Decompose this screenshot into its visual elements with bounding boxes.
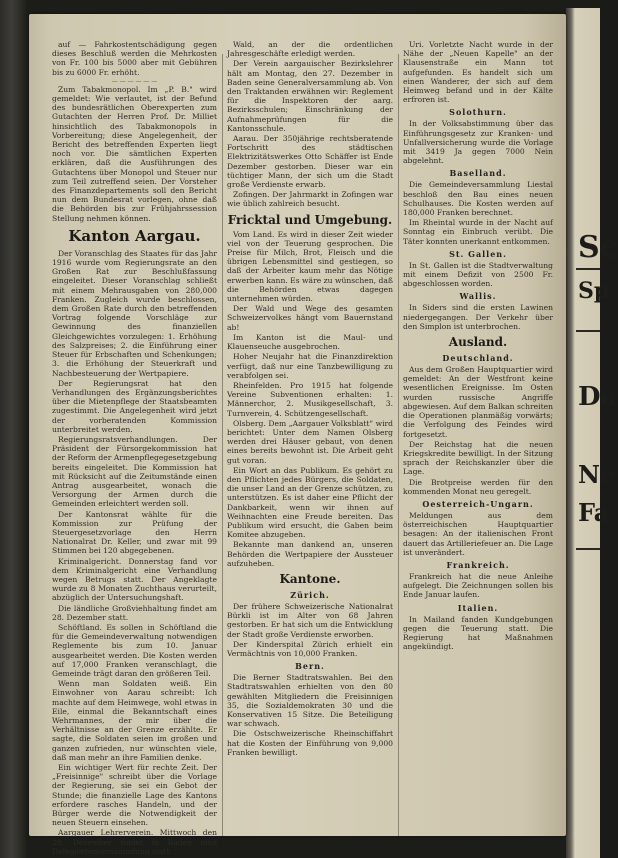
subheading-wallis: Wallis. bbox=[459, 291, 497, 302]
heading-fricktal: Fricktal und Umgebung. bbox=[227, 212, 393, 227]
article-uri: Uri. Vorletzte Nacht wurde in der Nähe der „Neuen Kapelle" an der Klausenstraße ein Mann tot aufgefunden. Es handelt sich um einen Wanderer, der sich auf dem Heimweg befand und in der Kälte erfroren ist. bbox=[403, 40, 553, 105]
subheading-deutschland: Deutschland. bbox=[442, 353, 514, 364]
next-page-edge bbox=[566, 8, 618, 858]
article-grossviehhaltung: Die ländliche Großviehhaltung findet am 28. Dezember statt. bbox=[52, 603, 217, 622]
article-neujahr: Hoher Neujahr hat die Finanzdirektion verfügt, daß nur eine Tanzbewilligung zu verabfolgen sei. bbox=[227, 352, 393, 380]
masthead-fragment: Ne bbox=[578, 460, 616, 489]
article-bauernstand: Der Wald und Wege des gesamten Schweizervolkes hängt vom Bauernstand ab! bbox=[227, 304, 393, 332]
subheading-frankreich: Frankreich. bbox=[446, 559, 510, 570]
article-schoeftland: Schöftland. Es sollen in Schöftland die für die Gemeindeverwaltung notwendigen Reglemente bis zum 10. Januar ausgearbeitet werden. Die Kosten werden auf 17,000 Franken veranschlagt, die Gemeinde trägt daran den größeren Teil. bbox=[52, 622, 217, 678]
subheading-baselland: Baselland. bbox=[449, 168, 507, 179]
article-brotpreise: Die Brotpreise werden für den kommenden Monat neu geregelt. bbox=[403, 477, 553, 496]
article-seuche: Im Kanton ist die Maul- und Klauenseuche ausgebrochen. bbox=[227, 332, 393, 352]
article-rheinfelden: Rheinfelden. Pro 1915 hat folgende Vereine Subventionen erhalten: 1. Männerchor, 2. Musikgesellschaft, 3. Turnverein, 4. Schützengesellschaft. bbox=[227, 380, 393, 418]
article-publikum: Ein Wort an das Publikum. Es gehört zu den Pflichten jedes Bürgers, die Soldaten, die unser Land an der Grenze schützen, zu unterstützen. Es ist daher eine Pflicht der Dankbarkeit, wenn wir ihnen auf Weihnachten eine Freude bereiten. Das Publikum wird ersucht, die Gaben beim Komitee abzugeben. bbox=[227, 465, 393, 540]
right-column bbox=[403, 40, 553, 838]
article-stgallen: In St. Gallen ist die Stadtverwaltung mit einem Defizit von 2500 Fr. abgeschlossen worden. bbox=[403, 260, 553, 289]
article-reichstag: Der Reichstag hat die neuen Kriegskredite bewilligt. In der Sitzung sprach der Reichskanzler über die Lage. bbox=[403, 439, 553, 477]
column-divider bbox=[222, 54, 223, 836]
left-column: auf — Fahrkostentschädigung gegen dieses Beschluß werden die Mehrkosten von Fr. 100 bis 5000 aber mit Gebühren bis zu 6000 Fr. erhöht. — — — — — — Zum Tabakmonopol. Im „P. B." wird gemeldet: Wie verlautet, ist der Befund des bundesrätlichen Oberexperten zum Gutachten der Herren Prof. Dr. Milliet hinsichtlich des Tabakmonopols in Vorbereitung; diese Angelegenheit, der Bericht des betreffenden Experten liegt noch vor. Die sämtlichen Experten erklären, daß die Ausführungen des Gutachtens über Monopol und Steuer nur zum Teil zutreffend seien. Der Vorsteher des Finanzdepartements soll den Bericht nun dem Bundesrat vorlegen, ohne daß die Behörden bis zur Frühjahrssession Stellung nehmen können. Kanton Aargau. Der Voranschlag des Staates für das Jahr 1916 wurde vom Regierungsrate an den Großen Rat zur Beschlußfassung eingeleitet. Dieser Voranschlag schließt mit einem Mehrausgaben von 280,000 Franken. Zugleich wurde beschlossen, dem Großen Rate durch den betreffenden Vortrag folgende Vorschläge zur Gewinnung des finanziellen Gleichgewichtes vorzulegen: 1. Erhöhung des Salzpreises; 2. die Einführung einer Steuer für Erbschaften und Schenkungen; 3. die Erhöhung der Steuerkraft und Nachbesteuerung der Wertpapiere. Der Regierungsrat hat den Verhandlungen des Ergänzungsberichtes über die Mietenpflege der Staatsbeamten zugestimmt. Die Angelegenheit wird jetzt der vorberatenden Kommission unterbreitet werden. Regierungsratsverhandlungen. Der Präsident der Fürsorgekommission hat der Reform der Armenpflegegesetzgebung bereits eingeleitet. Die Kommission hat mit Rücksicht auf die Zeitumstände einen Antrag ausgearbeitet, wonach die Versorgung der Armen durch die Gemeinden erleichtert werden soll. Der Kantonsrat wählte für die Kommission zur Prüfung der Steuergesetzvorlage den Herrn Nationalrat Dr. Keller, und zwar mit 99 Stimmen bei 120 abgegebenen. Kriminalgericht. Donnerstag fand vor dem Kriminalgericht eine Verhandlung wegen Betrugs statt. Der Angeklagte wurde zu 8 Monaten Zuchthaus verurteilt, abzüglich der Untersuchungshaft. Die ländliche Großviehhaltung findet am 28. Dezember statt. Schöftland. Es sollen in Schöftland die für die Gemeindeverwaltung notwendigen Reglemente bis zum 10. Januar ausgearbeitet werden. Die Kosten werden auf 17,000 Franken veranschlagt, die Gemeinde trägt daran den größeren Teil. Wenn man Soldaten weiß. Ein Einwohner von Aarau schreibt: Ich machte auf dem Heimwege, wohl etwas in Eile, einmal die Bekanntschaft eines Wehrmannes, der mir über die Verhältnisse an der Grenze erzählte. Er sagte, die Soldaten seien im großen und ganzen zufrieden, nur wünschten viele, daß man mehr an ihre Familien denke. Ein wichtiger Wert für rechte Zeit. Der „Freisinnige" schreibt über die Vorlage der Regierung, sie sei ein Gebot der Stunde; die finanzielle Lage des Kantons erfordere rasches Handeln, und der Bürger werde die Notwendigkeit der neuen Steuern einsehen. Aargauer Lehrerverein. Mittwoch den 29. Dezember findet in Baden eine Delegiertenversammlung statt. bbox=[52, 40, 217, 856]
article-vom-land: Vom Land. Es wird in dieser Zeit wieder viel von der Teuerung gesprochen. Die Preise für Milch, Brot, Fleisch und die übrigen Lebensmittel sind gestiegen, so daß der Arbeiter kaum mehr das Nötige erwerben kann. Es wäre zu wünschen, daß die Behörden etwas dagegen unternehmen würden. bbox=[227, 229, 393, 304]
article-volksabstimmung: In der Volksabstimmung über das Einführungsgesetz zur Kranken- und Unfallversicherung wurde die Vorlage mit 3419 Ja gegen 7000 Nein abgelehnt. bbox=[403, 119, 553, 166]
article-verhandlungen: Regierungsratsverhandlungen. Der Präsident der Fürsorgekommission hat der Reform der Armenpflegegesetzgebung bereits eingeleitet. Die Kommission hat mit Rücksicht auf die Zeitumstände einen Antrag ausgearbeitet, wonach die Versorgung der Armen durch die Gemeinden erleichtert werden soll. bbox=[52, 434, 217, 509]
masthead-fragment: Da bbox=[578, 382, 618, 412]
heading-kanton-aargau: Kanton Aargau. bbox=[68, 226, 201, 245]
article-zofingen: Zofingen. Der Jahrmarkt in Zofingen war wie üblich zahlreich besucht. bbox=[227, 190, 393, 209]
article-bezirkslehrer: Der Verein aargauischer Bezirkslehrer hält am Montag, den 27. Dezember in Baden seine Generalversammlung ab. Von den Traktanden erwähnen wir: Reglement für die Inspektoren der aarg. Bezirksschulen; Einschränkung der Aufnahmeprüfungen für die Kantonsschule. bbox=[227, 59, 393, 133]
subheading-oesterreich: Oesterreich-Ungarn. bbox=[422, 498, 534, 509]
masthead-fragment: Sc bbox=[578, 230, 618, 265]
subheading-bern: Bern. bbox=[295, 661, 325, 672]
article-rheinschiffahrt: Die Ostschweizerische Rheinschiffahrt hat die Kosten der Einführung von 9,000 Franken bewilligt. bbox=[227, 729, 393, 757]
article-italien: In Mailand fanden Kundgebungen gegen die Teuerung statt. Die Regierung hat Maßnahmen angekündigt. bbox=[403, 614, 553, 652]
masthead-fragment: Sp bbox=[578, 278, 610, 304]
article-kinderspital: Der Kinderspital Zürich erhielt ein Vermächtnis von 10,000 Franken. bbox=[227, 639, 393, 658]
subheading-stgallen: St. Gallen. bbox=[449, 248, 507, 259]
article-buerkli: Der frühere Schweizerische Nationalrat Bürkli ist im Alter von 68 Jahren gestorben. Er hat sich um die Entwicklung der Stadt große Verdienste erworben. bbox=[227, 601, 393, 639]
article-regierungsrat: Der Regierungsrat hat den Verhandlungen des Ergänzungsberichtes über die Mietenpflege der Staatsbeamten zugestimmt. Die Angelegenheit wird jetzt der vorberatenden Kommission unterbreitet werden. bbox=[52, 378, 217, 434]
article-siders: In Siders sind die ersten Lawinen niedergegangen. Der Verkehr über den Simplon ist unterbrochen. bbox=[403, 303, 553, 331]
article-stadtratswahlen: Die Berner Stadtratswahlen. Bei den Stadtratswahlen erhielten von den 80 gewählten Mitgliedern die Freisinnigen 35, die Sozialdemokraten 30 und die Konservativen 15 Sitze. Die Beteiligung war schwach. bbox=[227, 673, 393, 729]
intro-paragraph: auf — Fahrkostentschädigung gegen dieses Beschluß werden die Mehrkosten von Fr. 100 bis 5000 aber mit Gebühren bis zu 6000 Fr. erhöht. bbox=[52, 40, 217, 77]
article-lehrerverein: Aargauer Lehrerverein. Mittwoch den 29. Dezember findet in Baden eine Delegiertenversammlung statt. bbox=[52, 828, 217, 856]
middle-column bbox=[227, 40, 393, 838]
subheading-italien: Italien. bbox=[457, 602, 499, 613]
article-einbruch: Im Rheintal wurde in der Nacht auf Sonntag ein Einbruch verübt. Die Täter konnten unerkannt entkommen. bbox=[403, 218, 553, 246]
heading-ausland: Ausland. bbox=[448, 335, 508, 350]
top-paragraph: Wald, an der die ordentlichen Jahresgeschäfte erledigt werden. bbox=[227, 40, 393, 59]
newspaper-page bbox=[29, 14, 566, 856]
article-frankreich: Frankreich hat die neue Anleihe aufgelegt. Die Zeichnungen sollen bis Ende Januar laufen. bbox=[403, 571, 553, 600]
article-tabakmonopol: Zum Tabakmonopol. Im „P. B." wird gemeldet: Wie verlautet, ist der Befund des bundesrätlichen Oberexperten zum Gutachten der Herren Prof. Dr. Milliet hinsichtlich des Tabakmonopols in Vorbereitung; diese Angelegenheit, der Bericht des betreffenden Experten liegt noch vor. Die sämtlichen Experten erklären, daß die Ausführungen des Gutachtens über Monopol und Steuer nur zum Teil zutreffend seien. Der Vorsteher des Finanzdepartements soll den Bericht nun dem Bundesrat vorlegen, ohne daß die Behörden bis zur Frühjahrssession Stellung nehmen können. bbox=[52, 84, 217, 223]
heading-kantone: Kantone. bbox=[279, 571, 341, 586]
article-kriminalgericht: Kriminalgericht. Donnerstag fand vor dem Kriminalgericht eine Verhandlung wegen Betrugs statt. Der Angeklagte wurde zu 8 Monaten Zuchthaus verurteilt, abzüglich der Untersuchungshaft. bbox=[52, 556, 217, 603]
article-wertpapiere: Bekannte man dankend an, unseren Behörden die Wertpapiere der Aussteuer aufzuheben. bbox=[227, 540, 393, 568]
subheading-solothurn: Solothurn. bbox=[449, 107, 507, 118]
masthead-fragment: Fa bbox=[578, 498, 610, 527]
article-olsberg: Olsberg. Dem „Aargauer Volksblatt" wird berichtet: Unter dem Namen Olsberg werden drei Häuser gebaut, von denen eines bereits bewohnt ist. Die Arbeit geht gut voran. bbox=[227, 418, 393, 465]
subheading-zuerich: Zürich. bbox=[290, 589, 330, 600]
article-oesterreich: Meldungen aus dem österreichischen Hauptquartier besagen: An der italienischen Front dauert das Artilleriefeuer an. Die Lage ist unverändert. bbox=[403, 510, 553, 557]
article-hauptquartier: Aus dem Großen Hauptquartier wird gemeldet: An der Westfront keine wesentlichen Ereignisse. Im Osten wurden russische Angriffe abgewiesen. Auf dem Balkan schreiten die Operationen planmäßig vorwärts; die Verfolgung des Feindes wird fortgesetzt. bbox=[403, 365, 553, 439]
article-wichtiger-wert: Ein wichtiger Wert für rechte Zeit. Der „Freisinnige" schreibt über die Vorlage der Regierung, sie sei ein Gebot der Stunde; die finanzielle Lage des Kantons erfordere rasches Handeln, und der Bürger werde die Notwendigkeit der neuen Steuern einsehen. bbox=[52, 763, 217, 828]
column-divider bbox=[398, 54, 399, 836]
article-soldaten: Wenn man Soldaten weiß. Ein Einwohner von Aarau schreibt: Ich machte auf dem Heimwege, wohl etwas in Eile, einmal die Bekanntschaft eines Wehrmannes, der mir über die Verhältnisse an der Grenze erzählte. Er sagte, die Soldaten seien im großen und ganzen zufrieden, nur wünschten viele, daß man mehr an ihre Familien denke. bbox=[52, 679, 217, 762]
article-voranschlag: Der Voranschlag des Staates für das Jahr 1916 wurde vom Regierungsrate an den Großen Rat zur Beschlußfassung eingeleitet. Dieser Voranschlag schließt mit einem Mehrausgaben von 280,000 Franken. Zugleich wurde beschlossen, dem Großen Rate durch den betreffenden Vortrag folgende Vorschläge zur Gewinnung des finanziellen Gleichgewichtes vorzulegen: 1. Erhöhung des Salzpreises; 2. die Einführung einer Steuer für Erbschaften und Schenkungen; 3. die Erhöhung der Steuerkraft und Nachbesteuerung der Wertpapiere. bbox=[52, 248, 217, 378]
article-liestal: Die Gemeindeversammlung Liestal beschloß den Bau eines neuen Schulhauses. Die Kosten werden auf 180,000 Franken berechnet. bbox=[403, 180, 553, 218]
article-aarau: Aarau. Der 350jährige rechtsberatende Fortschritt des städtischen Elektrizitätswerkes Otto Schäffer ist Ende Dezember gestorben. Dieser war ein tüchtiger Mann, der sich um die Stadt große Verdienste erwarb. bbox=[227, 134, 393, 190]
article-kantonsrat: Der Kantonsrat wählte für die Kommission zur Prüfung der Steuergesetzvorlage den Herrn Nationalrat Dr. Keller, und zwar mit 99 Stimmen bei 120 abgegebenen. bbox=[52, 509, 217, 556]
